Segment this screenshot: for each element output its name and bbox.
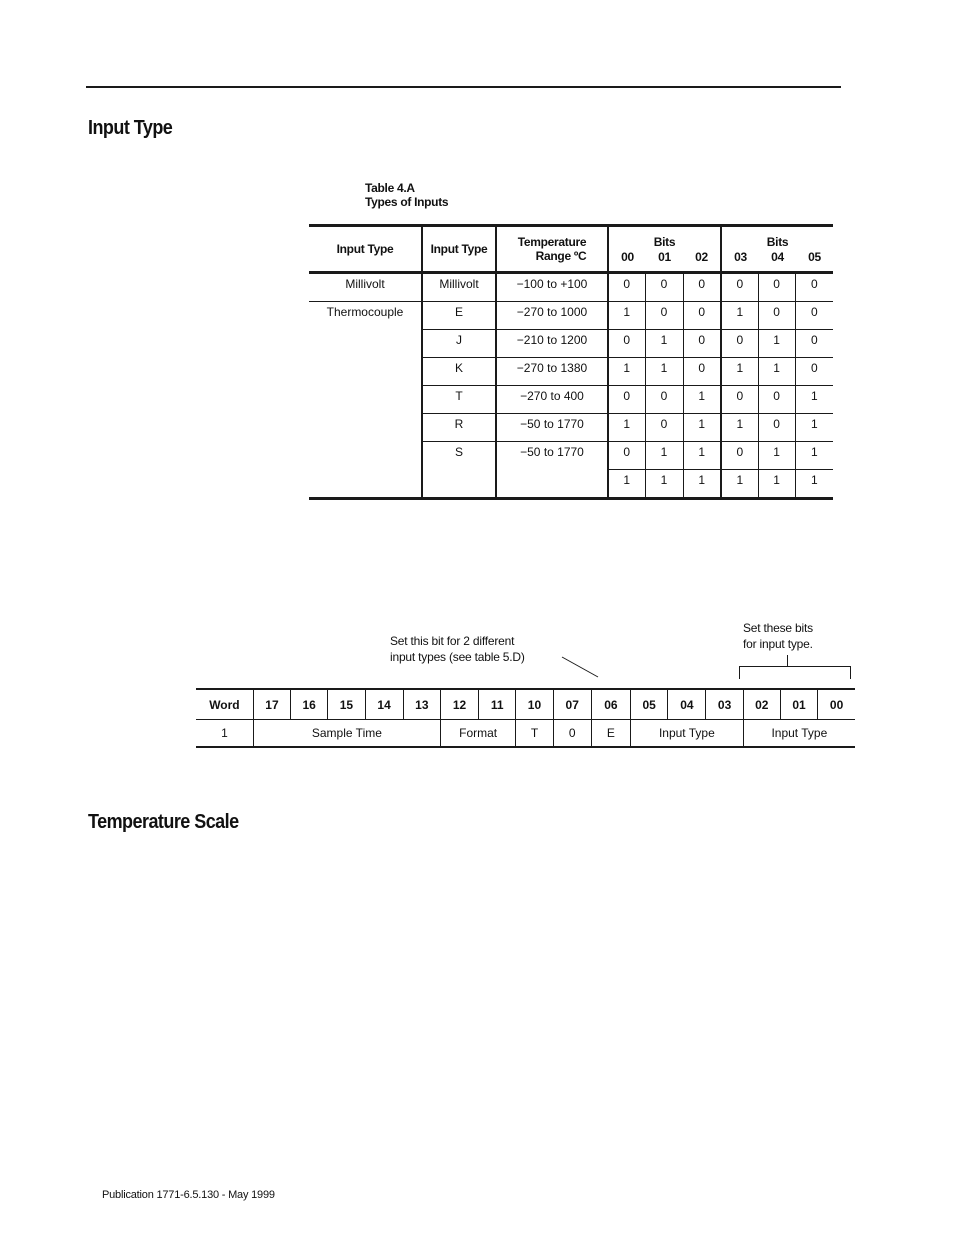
row-bit-03: 1 bbox=[721, 470, 758, 499]
table-caption bbox=[365, 181, 448, 209]
row-bit-04: 1 bbox=[758, 442, 795, 470]
row-input-type-group bbox=[309, 414, 422, 442]
header-bit-00: 00 bbox=[621, 249, 634, 264]
row-bit-00: 1 bbox=[608, 470, 645, 499]
row-bit-03: 0 bbox=[721, 442, 758, 470]
input-type-bracket bbox=[739, 666, 851, 679]
bit-number-07: 07 bbox=[553, 689, 591, 720]
bit-number-16: 16 bbox=[291, 689, 328, 720]
row-input-type: E bbox=[422, 302, 496, 330]
field-sample-time: Sample Time bbox=[253, 720, 440, 748]
bracket-tick bbox=[787, 655, 788, 666]
row-bit-01: 1 bbox=[645, 442, 683, 470]
row-bit-00: 1 bbox=[608, 302, 645, 330]
table-row bbox=[309, 302, 833, 330]
bit-number-04: 04 bbox=[668, 689, 706, 720]
row-bit-05: 1 bbox=[795, 470, 833, 499]
row-bit-02: 0 bbox=[683, 273, 721, 302]
header-temp-line1: Temperature bbox=[517, 235, 587, 249]
table-caption-number: Table 4.A bbox=[365, 181, 415, 195]
row-input-type-group bbox=[309, 470, 422, 499]
header-bits-a-title: Bits bbox=[653, 234, 676, 249]
row-bit-02: 0 bbox=[683, 302, 721, 330]
bit-number-00: 00 bbox=[818, 689, 855, 720]
table-row bbox=[309, 273, 833, 302]
bit-map-header-row bbox=[196, 689, 855, 720]
row-bit-05: 0 bbox=[795, 358, 833, 386]
row-bit-02: 1 bbox=[683, 386, 721, 414]
word-label: Word bbox=[196, 689, 253, 720]
row-input-type-group bbox=[309, 386, 422, 414]
field-t: T bbox=[516, 720, 553, 748]
note-format-line1: Set this bit for 2 different bbox=[390, 634, 515, 648]
row-bit-04: 0 bbox=[758, 273, 795, 302]
top-rule bbox=[86, 86, 841, 88]
row-input-type-group bbox=[309, 330, 422, 358]
row-bit-04: 1 bbox=[758, 470, 795, 499]
row-temperature-range: −50 to 1770 bbox=[496, 442, 608, 470]
row-bit-03: 0 bbox=[721, 273, 758, 302]
row-input-type: Millivolt bbox=[422, 273, 496, 302]
bit-number-12: 12 bbox=[440, 689, 478, 720]
row-temperature-range: −270 to 1380 bbox=[496, 358, 608, 386]
row-bit-00: 0 bbox=[608, 330, 645, 358]
header-bits-b bbox=[721, 226, 833, 273]
header-bit-02: 02 bbox=[695, 249, 708, 264]
row-input-type-group bbox=[309, 358, 422, 386]
table-row bbox=[309, 442, 833, 470]
header-temp-line2: Range ºC bbox=[535, 249, 587, 263]
row-bit-03: 1 bbox=[721, 414, 758, 442]
field-input-type-a: Input Type bbox=[631, 720, 744, 748]
row-temperature-range bbox=[496, 470, 608, 499]
row-bit-04: 1 bbox=[758, 330, 795, 358]
row-input-type: J bbox=[422, 330, 496, 358]
row-bit-01: 1 bbox=[645, 358, 683, 386]
row-bit-04: 0 bbox=[758, 302, 795, 330]
bit-number-05: 05 bbox=[631, 689, 668, 720]
table-header-row bbox=[309, 226, 833, 273]
row-input-type-group: Millivolt bbox=[309, 273, 422, 302]
bit-number-03: 03 bbox=[706, 689, 743, 720]
row-temperature-range: −210 to 1200 bbox=[496, 330, 608, 358]
row-input-type: R bbox=[422, 414, 496, 442]
row-temperature-range: −270 to 1000 bbox=[496, 302, 608, 330]
table-row bbox=[309, 358, 833, 386]
header-bits-a bbox=[608, 226, 721, 273]
row-bit-04: 0 bbox=[758, 386, 795, 414]
bit-number-02: 02 bbox=[743, 689, 780, 720]
row-bit-05: 1 bbox=[795, 386, 833, 414]
bit-number-11: 11 bbox=[479, 689, 516, 720]
row-bit-04: 1 bbox=[758, 358, 795, 386]
row-input-type-group: Thermocouple bbox=[326, 305, 404, 319]
row-bit-00: 1 bbox=[608, 358, 645, 386]
header-input-type: Input Type bbox=[422, 226, 496, 273]
row-temperature-range: −50 to 1770 bbox=[496, 414, 608, 442]
row-input-type: K bbox=[422, 358, 496, 386]
field-e: E bbox=[591, 720, 630, 748]
row-bit-05: 1 bbox=[795, 414, 833, 442]
heading-input-type: Input Type bbox=[88, 117, 173, 139]
field-format: Format bbox=[440, 720, 515, 748]
row-bit-03: 1 bbox=[721, 302, 758, 330]
row-temperature-range: −100 to +100 bbox=[496, 273, 608, 302]
bit-number-13: 13 bbox=[403, 689, 440, 720]
row-bit-03: 0 bbox=[721, 330, 758, 358]
row-input-type-group bbox=[309, 442, 422, 470]
header-bit-05: 05 bbox=[808, 249, 821, 264]
row-bit-05: 0 bbox=[795, 273, 833, 302]
row-bit-01: 0 bbox=[645, 302, 683, 330]
row-bit-04: 0 bbox=[758, 414, 795, 442]
note-input-type-line1: Set these bits bbox=[743, 621, 813, 635]
note-input-type-bits bbox=[743, 620, 813, 652]
row-bit-05: 0 bbox=[795, 330, 833, 358]
bit-number-14: 14 bbox=[365, 689, 403, 720]
field-zero: 0 bbox=[553, 720, 591, 748]
word-number: 1 bbox=[196, 720, 253, 748]
row-bit-01: 0 bbox=[645, 386, 683, 414]
row-bit-02: 1 bbox=[683, 442, 721, 470]
row-bit-02: 1 bbox=[683, 414, 721, 442]
table-row bbox=[309, 414, 833, 442]
input-types-table bbox=[309, 224, 833, 500]
row-bit-00: 0 bbox=[608, 386, 645, 414]
bit-number-15: 15 bbox=[328, 689, 365, 720]
row-input-type: S bbox=[422, 442, 496, 470]
row-bit-01: 1 bbox=[645, 470, 683, 499]
row-bit-01: 0 bbox=[645, 273, 683, 302]
row-bit-00: 0 bbox=[608, 442, 645, 470]
note-pointer-line bbox=[560, 655, 600, 679]
row-temperature-range: −270 to 400 bbox=[496, 386, 608, 414]
row-bit-00: 1 bbox=[608, 414, 645, 442]
row-bit-05: 1 bbox=[795, 442, 833, 470]
note-format-bit bbox=[390, 633, 525, 665]
heading-temperature-scale: Temperature Scale bbox=[88, 811, 239, 833]
row-input-type: T bbox=[422, 386, 496, 414]
header-bits-b-title: Bits bbox=[766, 234, 789, 249]
bit-number-17: 17 bbox=[253, 689, 290, 720]
note-format-line2: input types (see table 5.D) bbox=[390, 650, 525, 664]
bit-number-06: 06 bbox=[591, 689, 630, 720]
row-bit-05: 0 bbox=[795, 302, 833, 330]
row-bit-02: 0 bbox=[683, 358, 721, 386]
row-bit-03: 1 bbox=[721, 358, 758, 386]
header-bit-03: 03 bbox=[734, 249, 747, 264]
table-row bbox=[309, 470, 833, 499]
header-bit-01: 01 bbox=[658, 249, 671, 264]
bit-number-10: 10 bbox=[516, 689, 553, 720]
table-row bbox=[309, 330, 833, 358]
bit-number-01: 01 bbox=[780, 689, 817, 720]
row-bit-03: 0 bbox=[721, 386, 758, 414]
header-bit-04: 04 bbox=[771, 249, 784, 264]
table-caption-title: Types of Inputs bbox=[365, 195, 449, 209]
bit-map-table bbox=[196, 688, 855, 748]
note-input-type-line2: for input type. bbox=[743, 637, 813, 651]
row-bit-02: 0 bbox=[683, 330, 721, 358]
header-temperature-range bbox=[496, 226, 608, 273]
table-row bbox=[309, 386, 833, 414]
row-bit-02: 1 bbox=[683, 470, 721, 499]
header-input-type-group: Input Type bbox=[309, 226, 422, 273]
row-bit-01: 1 bbox=[645, 330, 683, 358]
row-bit-01: 0 bbox=[645, 414, 683, 442]
field-input-type-b: Input Type bbox=[743, 720, 855, 748]
footer-publication: Publication 1771-6.5.130 - May 1999 bbox=[102, 1189, 275, 1201]
row-bit-00: 0 bbox=[608, 273, 645, 302]
row-input-type bbox=[422, 470, 496, 499]
bit-map-value-row bbox=[196, 720, 855, 748]
